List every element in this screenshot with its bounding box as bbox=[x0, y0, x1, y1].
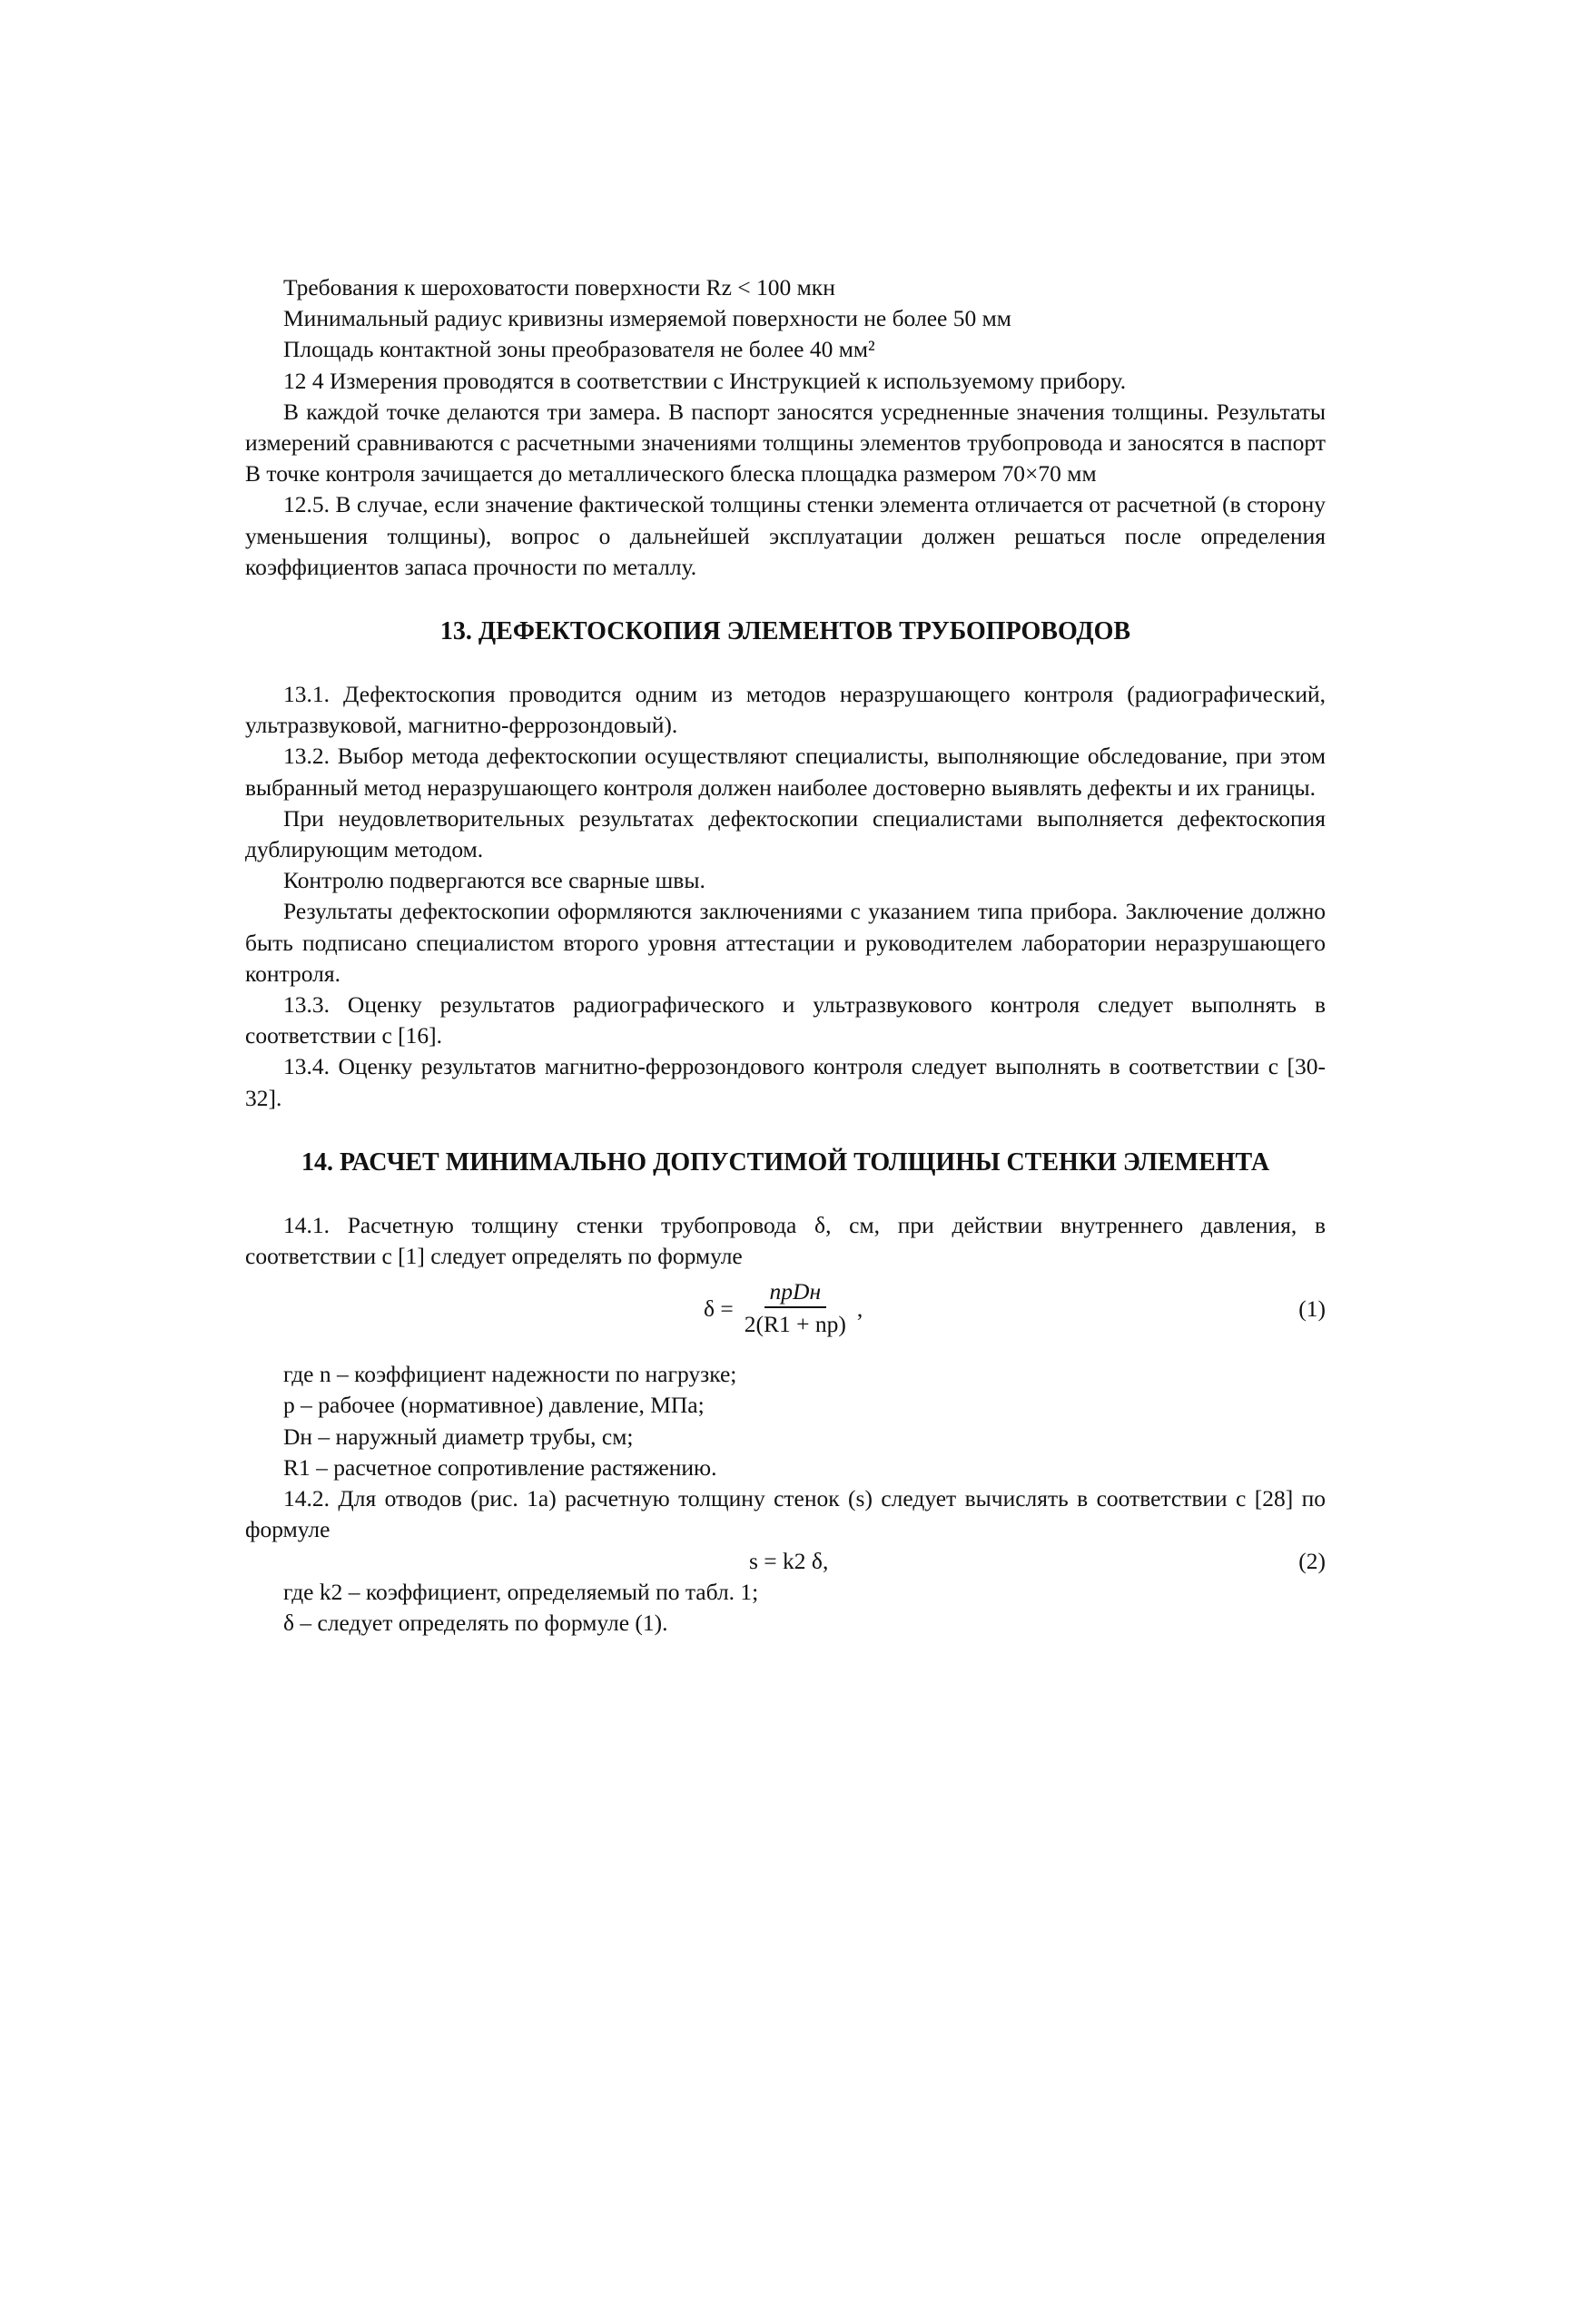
paragraph-13-4: 13.4. Оценку результатов магнитно-феррозондового контроля следует выполнять в соответствии с [30-32]. bbox=[245, 1053, 1326, 1111]
curvature-radius-requirement: Минимальный радиус кривизны измеряемой поверхности не более 50 мм bbox=[283, 305, 1011, 332]
paragraph-12-5: 12.5. В случае, если значение фактической толщины стенки элемента отличается от расчетной (в сторону уменьшения толщины), вопрос о дальнейшей эксплуатации должен решаться после определения коэффициентов запаса прочности по металлу. bbox=[245, 491, 1326, 580]
results-paragraph: Результаты дефектоскопии оформляются заключениями с указанием типа прибора. Заключение должно быть подписано специалистом второго уровня аттестации и руководителем лаборатории неразрушающего контроля. bbox=[245, 898, 1326, 987]
where-delta: δ – следует определять по формуле (1). bbox=[283, 1609, 668, 1636]
measurements-paragraph: В каждой точке делаются три замера. В паспорт заносятся усредненные значения толщины. Результаты измерений сравниваются с расчетными значениями толщины элементов трубопровода и заносятся в паспорт В точке контроля зачищается до металлического блеска площадка размером 70×70 мм bbox=[245, 398, 1326, 487]
where-n: где n – коэффициент надежности по нагрузке; bbox=[283, 1361, 737, 1388]
paragraph-13-2: 13.2. Выбор метода дефектоскопии осуществляют специалисты, выполняющие обследование, при этом выбранный метод неразрушающего контроля должен наиболее достоверно выявлять дефекты и их границы. bbox=[245, 743, 1326, 801]
formula-2-expression: s = k2 δ, bbox=[749, 1547, 829, 1574]
paragraph-12-4: 12 4 Измерения проводятся в соответствии с Инструкцией к используемому прибору. bbox=[283, 367, 1127, 394]
paragraph-13-1: 13.1. Дефектоскопия проводится одним из методов неразрушающего контроля (радиографический, ультразвуковой, магнитно-феррозондовый). bbox=[245, 681, 1326, 739]
where-p: p – рабочее (нормативное) давление, МПа; bbox=[283, 1392, 705, 1419]
paragraph-14-1: 14.1. Расчетную толщину стенки трубопровода δ, см, при действии внутреннего давления, в соответствии с [1] следует определять по формуле bbox=[245, 1211, 1326, 1270]
roughness-requirement: Требования к шероховатости поверхности Rz < 100 мкн bbox=[283, 274, 835, 300]
formula-1-lhs: δ = bbox=[704, 1295, 734, 1323]
formula-1-number: (1) bbox=[1298, 1295, 1326, 1323]
duplicate-method-paragraph: При неудовлетворительных результатах дефектоскопии специалистами выполняется дефектоскопия дублирующим методом. bbox=[245, 804, 1326, 863]
formula-1-fraction bbox=[739, 1277, 852, 1341]
formula-1-numerator: npDн bbox=[764, 1277, 827, 1308]
paragraph-13-3: 13.3. Оценку результатов радиографического и ультразвукового контроля следует выполнять в соответствии с [16]. bbox=[245, 991, 1326, 1049]
section-13-title: 13. ДЕФЕКТОСКОПИЯ ЭЛЕМЕНТОВ ТРУБОПРОВОДОВ bbox=[439, 617, 1131, 646]
document-page bbox=[245, 272, 1326, 1639]
formula-2-number: (2) bbox=[1298, 1547, 1326, 1574]
paragraph-14-2: 14.2. Для отводов (рис. 1а) расчетную толщину стенок (s) следует вычислять в соответствии с [28] по формуле bbox=[245, 1485, 1326, 1543]
formula-1-denominator: 2(R1 + np) bbox=[744, 1311, 846, 1338]
section-14-title: 14. РАСЧЕТ МИНИМАЛЬНО ДОПУСТИМОЙ ТОЛЩИНЫ СТЕНКИ ЭЛЕМЕНТА bbox=[301, 1147, 1270, 1177]
formula-2 bbox=[245, 1546, 1326, 1577]
where-dn: Dн – наружный диаметр трубы, см; bbox=[283, 1423, 634, 1450]
where-k2: где k2 – коэффициент, определяемый по табл. 1; bbox=[283, 1578, 759, 1605]
where-r1: R1 – расчетное сопротивление растяжению. bbox=[283, 1453, 717, 1481]
contact-area-requirement: Площадь контактной зоны преобразователя не более 40 мм² bbox=[283, 336, 875, 363]
welds-paragraph: Контролю подвергаются все сварные швы. bbox=[283, 867, 705, 894]
formula-1 bbox=[245, 1272, 1326, 1359]
formula-1-tail: , bbox=[856, 1295, 863, 1323]
